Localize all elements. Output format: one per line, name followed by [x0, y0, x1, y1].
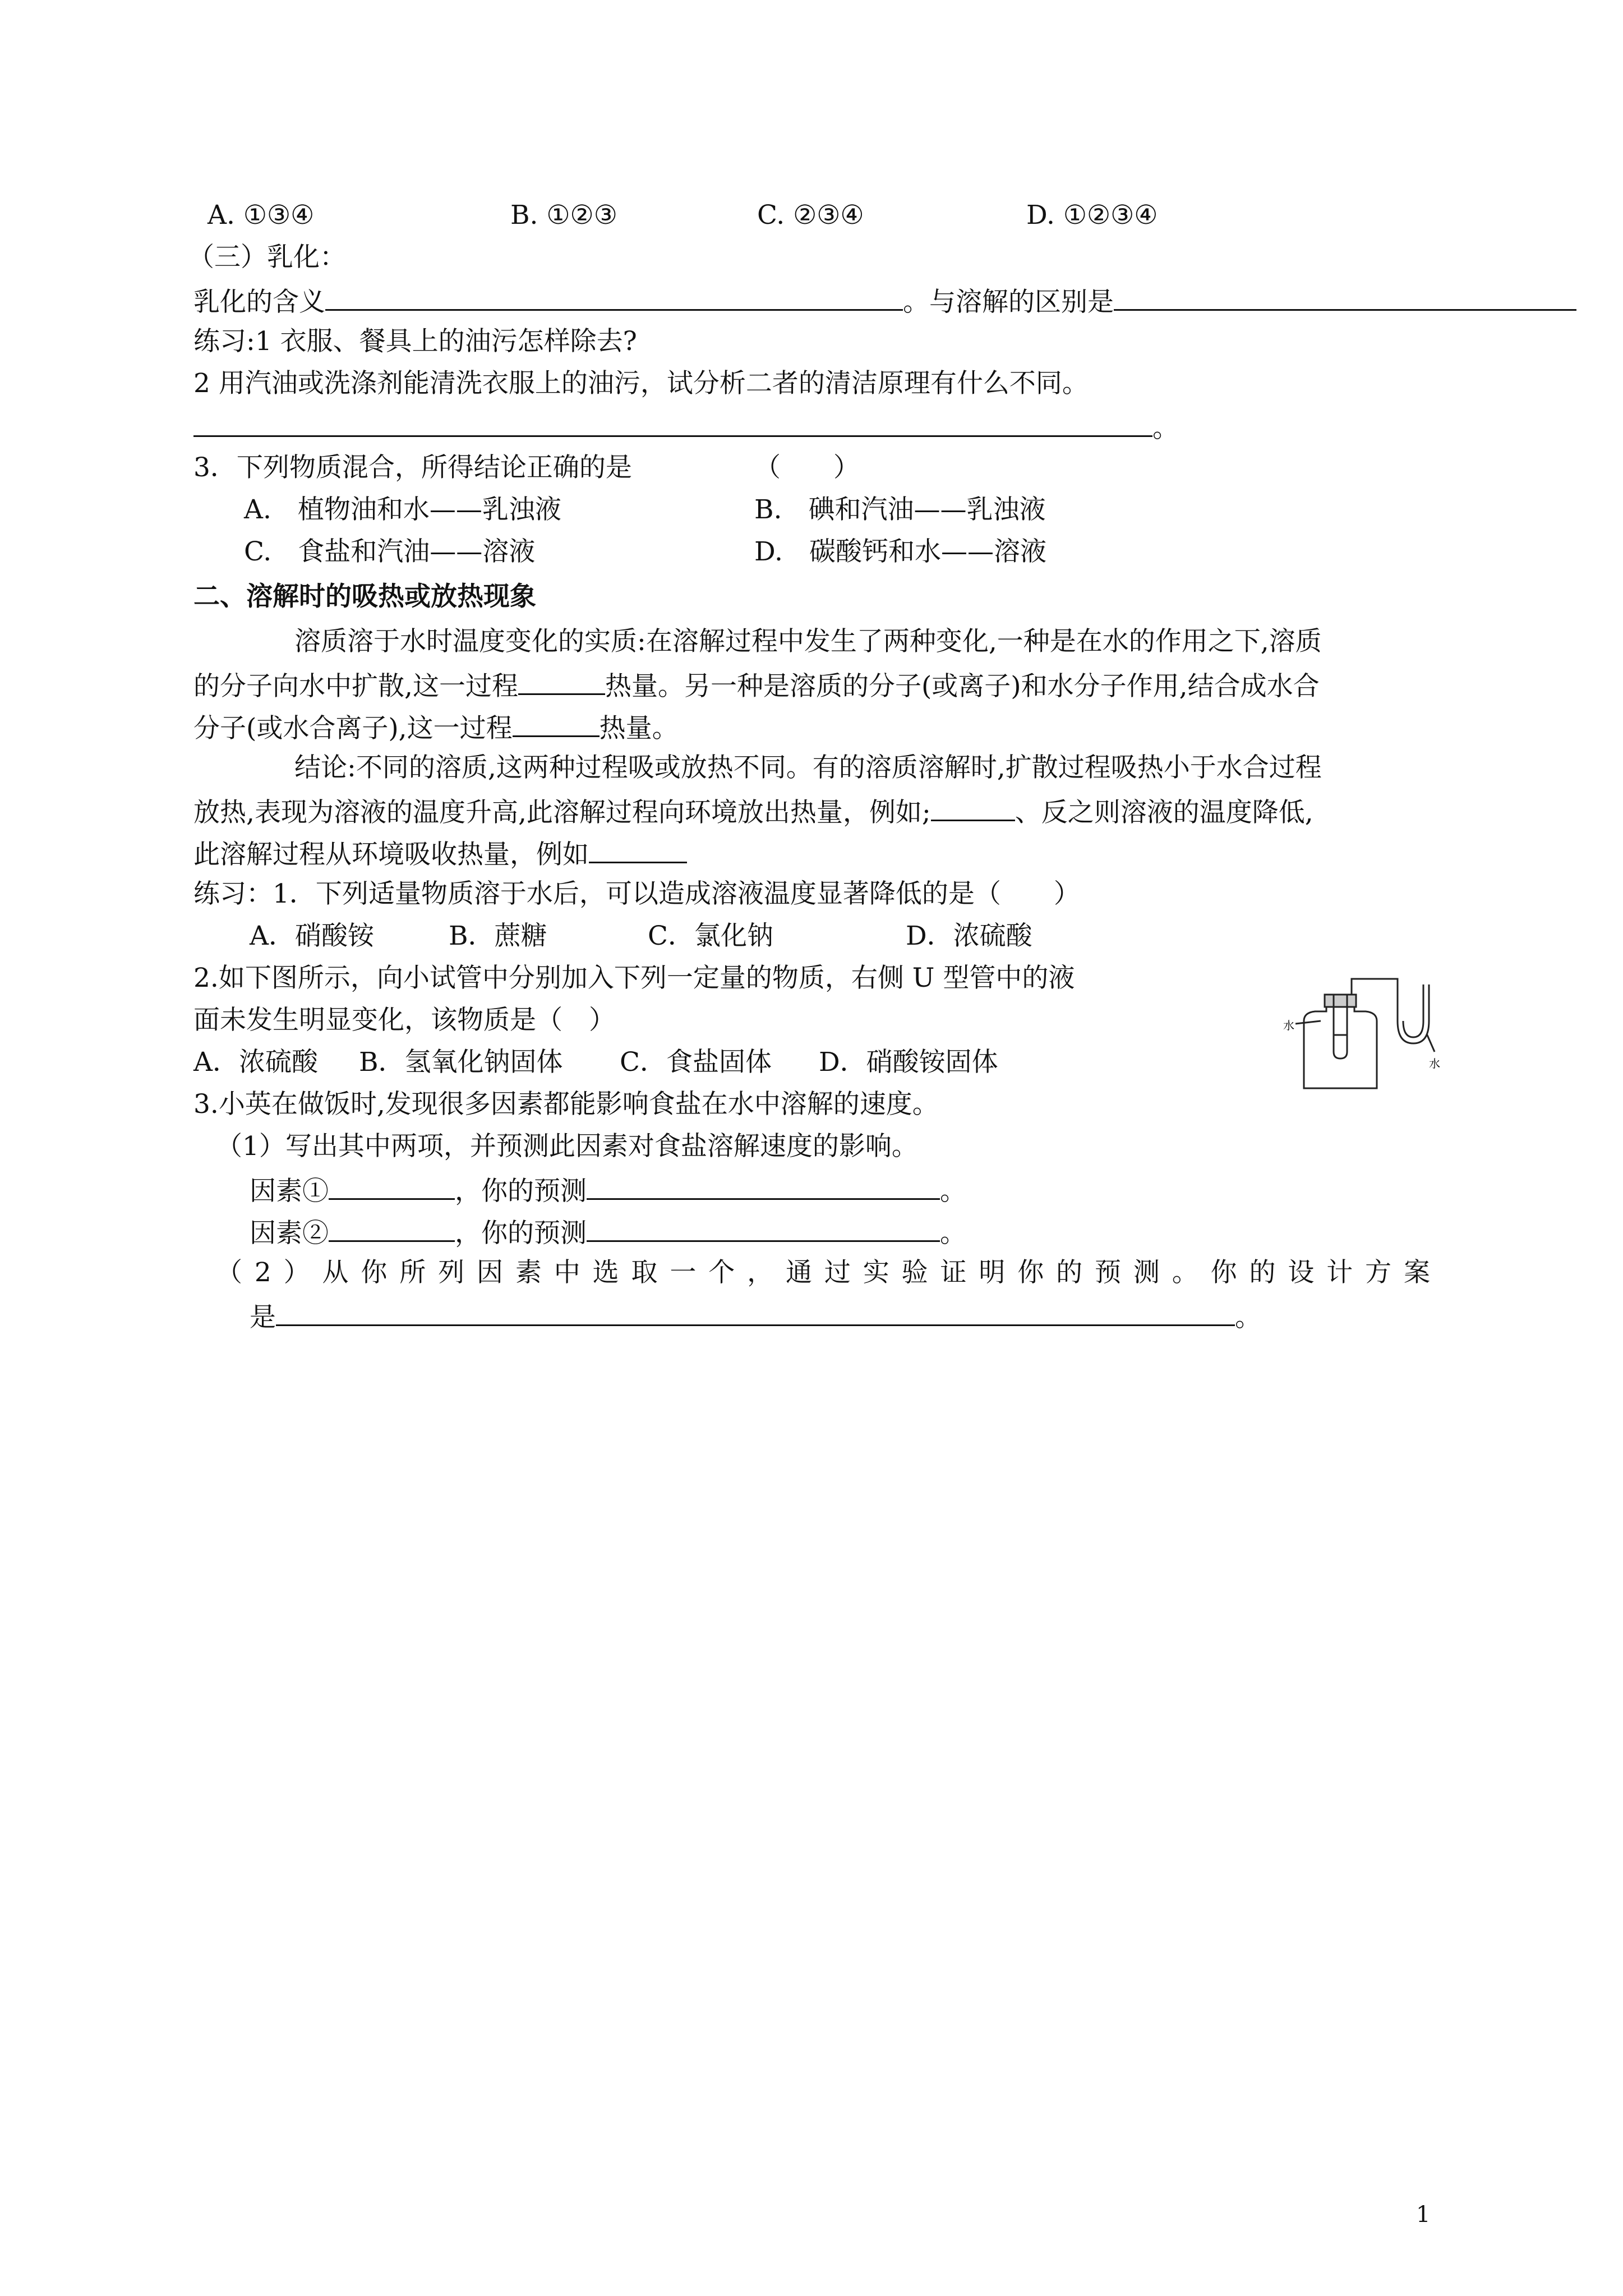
ex2-line2: 面未发生明显变化，该物质是（ ） — [193, 1005, 615, 1036]
practice-2-blank[interactable] — [193, 409, 1152, 437]
ex1-option-c: C．氯化钠 — [648, 921, 773, 951]
practice-2-answer-line: 。 — [193, 409, 1179, 445]
para1-line1: 溶质溶于水时温度变化的实质:在溶解过程中发生了两种变化,一种是在水的作用之下,溶质 — [294, 626, 1322, 657]
ex2-option-c: C．食盐固体 — [620, 1047, 772, 1078]
ex1-option-d: D．浓硫酸 — [906, 921, 1032, 951]
prev-option-a: A. ①③④ — [208, 200, 315, 231]
ex1-stem: 练习：1．下列适量物质溶于水后，可以造成溶液温度显著降低的是（ ） — [193, 878, 1080, 909]
q3-stem: 3．下列物质混合，所得结论正确的是 — [193, 452, 632, 483]
figure-label-water-1: 水 — [1283, 1019, 1294, 1032]
ex1-option-a: A．硝酸铵 — [250, 921, 374, 951]
q3-option-a: A. 植物油和水——乳浊液 — [244, 494, 561, 525]
factor2-blank[interactable] — [329, 1214, 455, 1242]
difference-label: 。与溶解的区别是 — [903, 287, 1114, 318]
ex2-option-b: B．氢氧化钠固体 — [359, 1047, 563, 1078]
prediction2-blank[interactable] — [587, 1214, 940, 1242]
ex1-option-b: B．蔗糖 — [449, 921, 547, 951]
para2-line1: 结论:不同的溶质,这两种过程吸或放热不同。有的溶质溶解时,扩散过程吸热小于水合过程 — [294, 752, 1322, 783]
ex3-sub2-answer-line: 是 。 — [250, 1299, 1261, 1334]
figure-label-water-2: 水 — [1429, 1057, 1440, 1070]
practice-2: 2 用汽油或洗涤剂能清洗衣服上的油污，试分析二者的清洁原理有什么不同。 — [193, 368, 1089, 399]
ex3-factor1-line: 因素① ，你的预测 。 — [250, 1172, 966, 1208]
page-number: 1 — [1416, 2202, 1431, 2228]
para2-line3: 此溶解过程从环境吸收热量，例如 — [193, 836, 687, 871]
design-plan-blank[interactable] — [276, 1299, 1235, 1326]
prev-option-b: B. ①②③ — [510, 200, 617, 231]
ex3-sub2: （2）从你所列因素中选取一个，通过实验证明你的预测。你的设计方案 — [216, 1257, 1430, 1288]
prev-option-c: C. ②③④ — [757, 200, 864, 231]
apparatus-figure — [1273, 968, 1441, 1097]
emulsification-label: 乳化的含义 — [193, 287, 325, 318]
section3-title: （三）乳化： — [188, 242, 346, 273]
para2-blank-1[interactable] — [931, 794, 1015, 821]
ex3-sub1: （1）写出其中两项，并预测此因素对食盐溶解速度的影响。 — [216, 1131, 918, 1162]
q3-answer-paren: （ ） — [754, 452, 860, 483]
para2-blank-2[interactable] — [589, 836, 687, 863]
ex3-factor2-line: 因素② ，你的预测 。 — [250, 1214, 966, 1250]
prev-option-d: D. ①②③④ — [1026, 200, 1158, 231]
para1-blank-1[interactable] — [518, 668, 605, 695]
ex2-option-d: D．硝酸铵固体 — [819, 1047, 998, 1078]
practice-1: 练习:1 衣服、餐具上的油污怎样除去? — [193, 326, 637, 357]
para1-line2: 的分子向水中扩散,这一过程 热量。另一种是溶质的分子(或离子)和水分子作用,结合成水合 — [193, 668, 1320, 703]
ex2-option-a: A．浓硫酸 — [193, 1047, 318, 1078]
prediction1-blank[interactable] — [587, 1172, 940, 1200]
difference-blank[interactable] — [1114, 283, 1576, 311]
emulsification-line — [193, 283, 1576, 319]
ex3-stem: 3.小英在做饭时,发现很多因素都能影响食盐在水中溶解的速度。 — [193, 1089, 939, 1120]
emulsification-blank[interactable] — [325, 283, 903, 311]
ex2-line1: 2.如下图所示，向小试管中分别加入下列一定量的物质，右侧 U 型管中的液 — [193, 963, 1075, 993]
para1-line3: 分子(或水合离子),这一过程 热量。 — [193, 710, 679, 745]
q3-option-c: C. 食盐和汽油——溶液 — [244, 536, 536, 567]
q3-option-b: B. 碘和汽油——乳浊液 — [754, 494, 1046, 525]
section2-title: 二、溶解时的吸热或放热现象 — [193, 581, 536, 612]
para2-line2: 放热,表现为溶液的温度升高,此溶解过程向环境放出热量，例如; 、反之则溶液的温度降低, — [193, 794, 1313, 829]
para1-blank-2[interactable] — [513, 710, 600, 737]
factor1-blank[interactable] — [329, 1172, 455, 1200]
q3-option-d: D. 碳酸钙和水——溶液 — [754, 536, 1046, 567]
